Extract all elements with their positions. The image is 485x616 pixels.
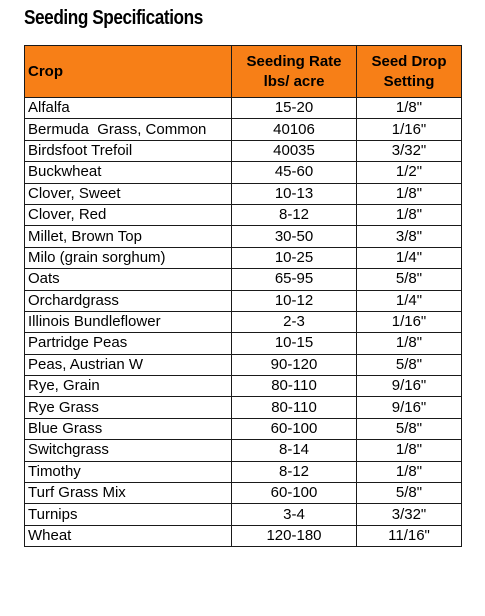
cell-drop: 1/4" [357, 290, 462, 311]
cell-rate: 90-120 [232, 354, 357, 375]
table-row [25, 354, 462, 375]
cell-rate: 10-25 [232, 247, 357, 268]
cell-drop: 5/8" [357, 269, 462, 290]
table-row [25, 483, 462, 504]
cell-crop: Milo (grain sorghum) [25, 247, 232, 268]
cell-rate: 60-100 [232, 418, 357, 439]
table-row [25, 376, 462, 397]
table-row [25, 269, 462, 290]
table-row [25, 461, 462, 482]
table-row [25, 140, 462, 161]
cell-drop: 5/8" [357, 354, 462, 375]
cell-rate: 120-180 [232, 525, 357, 546]
cell-rate: 10-13 [232, 183, 357, 204]
table-row [25, 290, 462, 311]
table-row [25, 397, 462, 418]
cell-drop: 9/16" [357, 397, 462, 418]
cell-crop: Buckwheat [25, 162, 232, 183]
cell-drop: 9/16" [357, 376, 462, 397]
table-row [25, 119, 462, 140]
cell-drop: 1/8" [357, 204, 462, 225]
cell-drop: 1/2" [357, 162, 462, 183]
cell-drop: 1/8" [357, 461, 462, 482]
page-title: Seeding Specifications [24, 7, 203, 29]
header-crop: Crop [25, 46, 232, 98]
cell-crop: Alfalfa [25, 98, 232, 119]
cell-crop: Turnips [25, 504, 232, 525]
table-row [25, 333, 462, 354]
cell-rate: 40035 [232, 140, 357, 161]
table-row [25, 440, 462, 461]
cell-drop: 1/8" [357, 333, 462, 354]
cell-crop: Oats [25, 269, 232, 290]
cell-crop: Orchardgrass [25, 290, 232, 311]
cell-drop: 1/8" [357, 98, 462, 119]
cell-rate: 80-110 [232, 397, 357, 418]
cell-crop: Timothy [25, 461, 232, 482]
cell-crop: Peas, Austrian W [25, 354, 232, 375]
cell-drop: 3/32" [357, 504, 462, 525]
cell-crop: Millet, Brown Top [25, 226, 232, 247]
header-seeding-rate [232, 46, 357, 98]
seeding-spec-table [24, 45, 462, 547]
cell-drop: 1/16" [357, 119, 462, 140]
cell-drop: 1/8" [357, 183, 462, 204]
header-seeding-rate-line1: Seeding Rate [246, 52, 342, 70]
cell-crop: Rye, Grain [25, 376, 232, 397]
cell-crop: Blue Grass [25, 418, 232, 439]
cell-rate: 65-95 [232, 269, 357, 290]
table-row [25, 311, 462, 332]
cell-rate: 10-12 [232, 290, 357, 311]
cell-rate: 10-15 [232, 333, 357, 354]
table-row [25, 204, 462, 225]
cell-drop: 1/8" [357, 440, 462, 461]
cell-rate: 40106 [232, 119, 357, 140]
cell-crop: Partridge Peas [25, 333, 232, 354]
table-row [25, 247, 462, 268]
cell-drop: 3/32" [357, 140, 462, 161]
table-row [25, 226, 462, 247]
cell-crop: Rye Grass [25, 397, 232, 418]
cell-rate: 8-14 [232, 440, 357, 461]
table-body [25, 98, 462, 547]
table-row [25, 525, 462, 546]
table-row [25, 418, 462, 439]
cell-crop: Clover, Sweet [25, 183, 232, 204]
cell-drop: 5/8" [357, 418, 462, 439]
header-seeding-rate-line2: lbs/ acre [263, 72, 325, 90]
cell-crop: Clover, Red [25, 204, 232, 225]
cell-crop: Birdsfoot Trefoil [25, 140, 232, 161]
cell-crop: Illinois Bundleflower [25, 311, 232, 332]
cell-rate: 15-20 [232, 98, 357, 119]
header-seed-drop-line1: Seed Drop [371, 52, 447, 70]
cell-rate: 45-60 [232, 162, 357, 183]
cell-rate: 3-4 [232, 504, 357, 525]
table-row [25, 98, 462, 119]
table-row [25, 162, 462, 183]
header-seed-drop-line2: Setting [383, 72, 435, 90]
cell-drop: 1/4" [357, 247, 462, 268]
cell-rate: 60-100 [232, 483, 357, 504]
cell-drop: 5/8" [357, 483, 462, 504]
cell-drop: 11/16" [357, 525, 462, 546]
cell-crop: Wheat [25, 525, 232, 546]
cell-drop: 1/16" [357, 311, 462, 332]
cell-rate: 8-12 [232, 461, 357, 482]
cell-rate: 30-50 [232, 226, 357, 247]
cell-rate: 80-110 [232, 376, 357, 397]
cell-crop: Switchgrass [25, 440, 232, 461]
cell-crop: Turf Grass Mix [25, 483, 232, 504]
table-row [25, 504, 462, 525]
cell-crop: Bermuda Grass, Common [25, 119, 232, 140]
table-row [25, 183, 462, 204]
cell-rate: 2-3 [232, 311, 357, 332]
cell-rate: 8-12 [232, 204, 357, 225]
table-header-row [25, 46, 462, 98]
header-seed-drop [357, 46, 462, 98]
cell-drop: 3/8" [357, 226, 462, 247]
